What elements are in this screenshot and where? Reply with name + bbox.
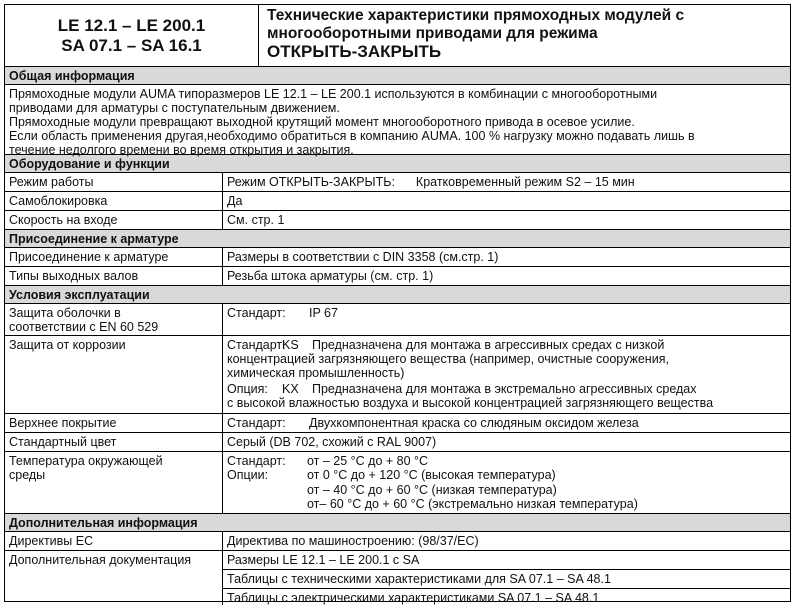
table-row	[5, 248, 790, 267]
shaft-label: Типы выходных валов	[5, 267, 223, 285]
general-line-4: Если область применения другая,необходимо обратиться в компанию AUMA. 100 % нагрузку можно подавать лишь в	[9, 129, 695, 143]
protection-std-prefix: Стандарт:	[227, 306, 286, 320]
section-general-title: Общая информация	[9, 68, 135, 83]
section-equipment-heading	[5, 155, 790, 173]
mode-value-main: Режим ОТКРЫТЬ-ЗАКРЫТЬ:	[227, 175, 395, 189]
speed-value: См. стр. 1	[227, 213, 285, 227]
section-connection-title: Присоединение к арматуре	[9, 231, 179, 246]
section-conditions-title: Условия эксплуатации	[9, 287, 150, 302]
section-general-heading	[5, 67, 790, 85]
table-row	[5, 414, 790, 433]
coating-std-prefix: Стандарт:	[227, 416, 286, 430]
docs-value	[223, 551, 790, 605]
mode-label: Режим работы	[5, 173, 223, 191]
section-connection-heading	[5, 230, 790, 248]
sheet-title	[259, 5, 790, 66]
connection-label: Присоединение к арматуре	[5, 248, 223, 266]
table-row	[5, 304, 790, 336]
sheet-header	[5, 5, 790, 67]
table-row	[5, 452, 790, 514]
ec-label: Директивы ЕС	[5, 532, 223, 550]
doc-item: Размеры LE 12.1 – LE 200.1 с SA	[227, 553, 420, 567]
kx-text-2: с высокой влажностью воздуха и высокой концентрацией загрязняющего вещества	[227, 396, 714, 410]
corrosion-label: Защита от коррозии	[5, 336, 223, 413]
coating-label: Верхнее покрытие	[5, 414, 223, 432]
table-row	[5, 532, 790, 551]
selflock-label: Самоблокировка	[5, 192, 223, 210]
temperature-label	[5, 452, 223, 513]
section-additional-title: Дополнительная информация	[9, 515, 198, 530]
general-text	[5, 85, 790, 155]
ec-value: Директива по машиностроению: (98/37/EC)	[227, 534, 479, 548]
title-line-2: многооборотными приводами для режима	[267, 24, 598, 42]
temp-range-high: от 0 °C до + 120 °C (высокая температура)	[307, 468, 556, 483]
temp-range-standard: от – 25 °C до + 80 °C	[307, 454, 429, 468]
kx-text-1: Предназначена для монтажа в экстремально агрессивных средах	[312, 382, 697, 396]
title-line-3: ОТКРЫТЬ-ЗАКРЫТЬ	[267, 42, 442, 61]
table-row	[5, 267, 790, 286]
corrosion-ks	[227, 338, 786, 352]
ks-prefix: Стандарт:	[227, 338, 286, 352]
model-range-line-1: LE 12.1 – LE 200.1	[57, 15, 206, 35]
kx-code: KX	[282, 382, 299, 396]
spec-sheet	[4, 4, 791, 605]
docs-label: Дополнительная документация	[5, 551, 223, 605]
coating-value	[223, 414, 790, 432]
color-value: Серый (DB 702, схожий с RAL 9007)	[227, 435, 437, 449]
protection-label-line-2: соответствии с EN 60 529	[9, 320, 159, 334]
coating-text: Двухкомпонентная краска со слюдяным оксидом железа	[309, 416, 639, 430]
connection-value: Размеры в соответствии с DIN 3358 (см.стр. 1)	[227, 250, 499, 264]
general-line-5: течение недолгого времени во время открытия и закрытия.	[9, 143, 354, 157]
ks-text-3: химическая промышленность)	[227, 366, 405, 380]
mode-value	[223, 173, 790, 191]
corrosion-value	[223, 336, 790, 413]
ks-code: KS	[282, 338, 299, 352]
temp-range-low: от – 40 °C до + 60 °C (низкая температура)	[307, 482, 557, 497]
table-row	[5, 433, 790, 452]
temperature-value	[223, 452, 790, 513]
ks-text-2: концентрацией загрязняющего вещества (например, очистные сооружения,	[227, 352, 669, 366]
protection-label	[5, 304, 223, 335]
model-range-line-2: SA 07.1 – SA 16.1	[61, 35, 202, 55]
color-label: Стандартный цвет	[5, 433, 223, 451]
temp-opt-prefix: Опции:	[227, 468, 269, 483]
speed-label: Скорость на входе	[5, 211, 223, 229]
section-equipment-title: Оборудование и функции	[9, 156, 170, 171]
table-row	[5, 173, 790, 192]
table-row	[5, 211, 790, 230]
section-additional-heading	[5, 514, 790, 532]
temp-std-prefix: Стандарт:	[227, 454, 286, 468]
temperature-label-line-2: среды	[9, 468, 46, 482]
corrosion-kx	[227, 382, 786, 396]
doc-item: Таблицы с техническими характеристиками для SA 07.1 – SA 48.1	[223, 569, 790, 588]
protection-label-line-1: Защита оболочки в	[9, 306, 121, 320]
model-range	[5, 5, 259, 66]
general-line-1: Прямоходные модули AUMA типоразмеров LE 12.1 – LE 200.1 используются в комбинации с многооборотными	[9, 87, 658, 101]
ks-text-1: Предназначена для монтажа в агрессивных средах с низкой	[312, 338, 665, 352]
section-conditions-heading	[5, 286, 790, 304]
table-row	[5, 192, 790, 211]
temp-range-extreme: от– 60 °C до + 60 °C (экстремально низкая температура)	[307, 496, 638, 511]
general-line-3: Прямоходные модули превращают выходной крутящий момент многооборотного привода в осевое усилие.	[9, 115, 635, 129]
table-row	[5, 551, 790, 605]
doc-item: Таблицы с электрическими характеристиками SA 07.1 – SA 48.1	[223, 588, 790, 607]
shaft-value: Резьба штока арматуры (см. стр. 1)	[227, 269, 434, 283]
general-line-2: приводами для арматуры с поступательным движением.	[9, 101, 340, 115]
protection-ip: IP 67	[309, 306, 338, 320]
table-row	[5, 336, 790, 414]
protection-value	[223, 304, 790, 335]
title-line-1: Технические характеристики прямоходных модулей с	[267, 7, 685, 24]
temperature-label-line-1: Температура окружающей	[9, 454, 163, 468]
kx-prefix: Опция:	[227, 382, 268, 396]
selflock-value: Да	[227, 194, 243, 208]
mode-value-duty: Кратковременный режим S2 – 15 мин	[415, 175, 635, 189]
